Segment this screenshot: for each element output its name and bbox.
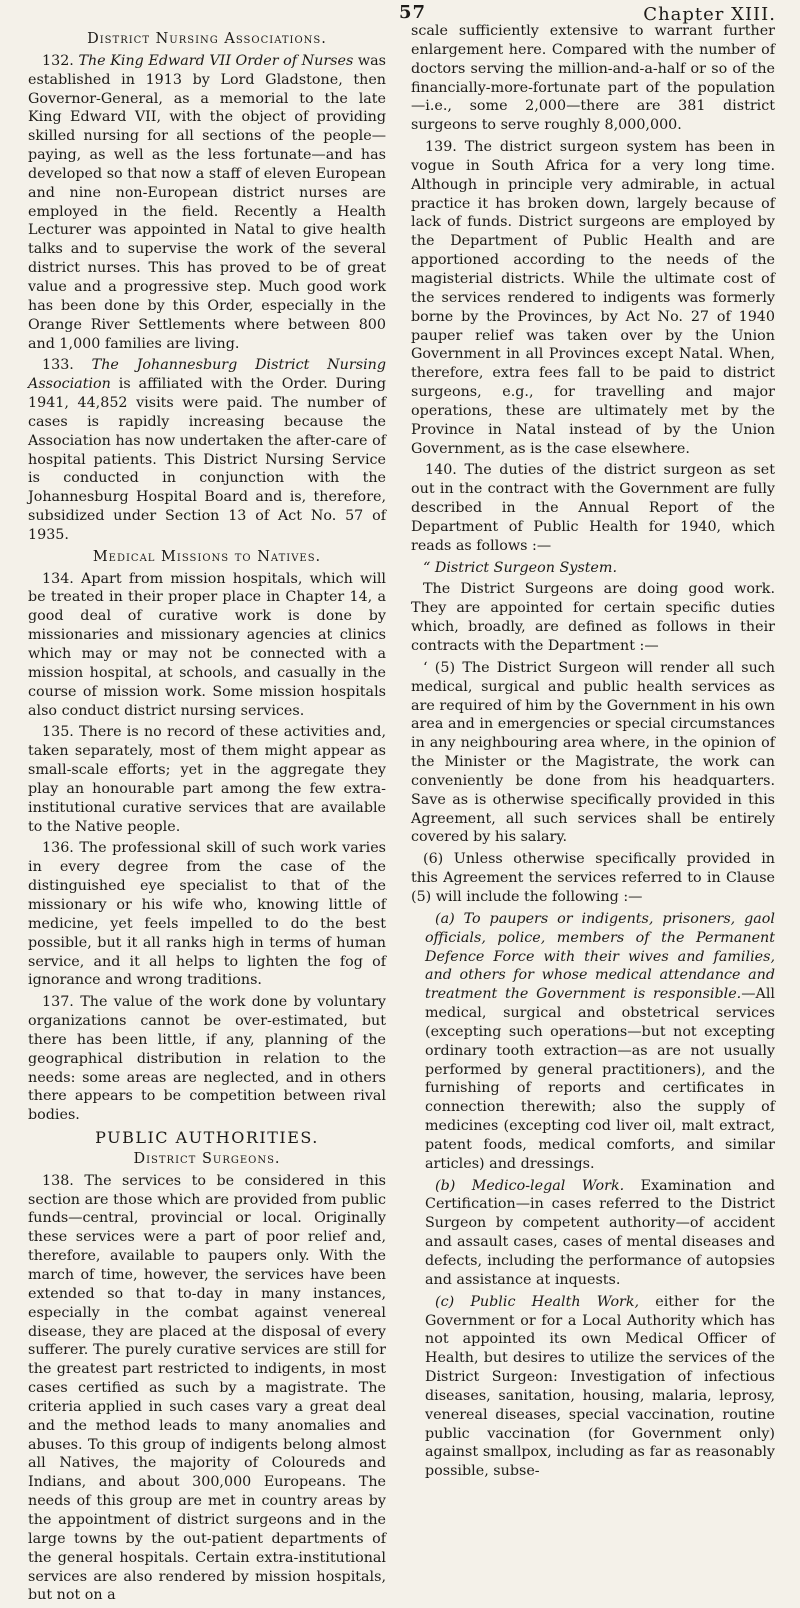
clause-6: (6) Unless otherwise specifically provided in this Agreement the services referred to in Clause (5) will include the following :— (411, 851, 775, 905)
clause-a: (a) To paupers or indigents, prisoners, gaol officials, police, members of the Permanent Defence Force with their wives and families, and others for whose medical attendance and treatment the Government is responsible.—All medical, surgical and obstetrical services (excepting such operations—but not excepting ordinary tooth extraction—as are not usually performed by general practitioners), and the furnishing of reports and certificates in connection therewith; also the supply of medicines (excepting cod liver oil, malt extract, patent foods, medical comforts, and similar articles) and dressings. (425, 910, 775, 1172)
section-heading-district-surgeons: District Surgeons. (133, 1150, 281, 1167)
section-heading-district-nursing: District Nursing Associations. (87, 31, 327, 47)
page-number: 57 (399, 2, 427, 23)
quote-intro: The District Surgeons are doing good work. They are appointed for certain specific duties which, broadly, are defined as follows in their contracts with the Department :— (411, 581, 775, 654)
paragraph-133: 133. The Johannesburg District Nursing Association is affiliated with the Order. During 1941, 44,852 visits were paid. The number of cases is rapidly increasing because the Association has now undertaken the after-care of hospital patients. This District Nursing Service is conducted in conjunction with the Johannesburg Hospital Board and is, therefore, subsidized under Section 13 of Act No. 57 of 1935. (28, 357, 386, 543)
section-heading-medical-missions: Medical Missions to Natives. (92, 548, 322, 565)
quoted-report (411, 559, 775, 1482)
paragraph-138: 138. The services to be considered in this section are those which are provided from public funds—central, provincial or local. Originally these services were a part of poor relief and, therefore, available to paupers only. With the march of time, however, the services have been extended so that to-day in many instances, especially in the combat against venereal disease, they are placed at the disposal of every sufferer. The purely curative services are still for the greatest part restricted to indigents, in most cases certified as such by a magistrate. The criteria applied in such cases vary a great deal and the method leads to many anomalies and abuses. To this group of indigents belong almost all Natives, the majority of Coloureds and Indians, and about 300,000 Europeans. The needs of this group are met in country areas by the appointment of district surgeons and in the large towns by the out-patient departments of the general hospitals. Certain extra-institutional services are also rendered by mission hospitals, but not on a (28, 1172, 386, 1604)
section-heading-public-authorities: PUBLIC AUTHORITIES. (95, 1128, 319, 1148)
paragraph-139: 139. The district surgeon system has been in vogue in South Africa for a very long time. Although in principle very admirable, in actual practice it has broken down, largely because of lack of funds. District surgeons are employed by the Department of Public Health and are apportioned according to the needs of the magisterial districts. While the ultimate cost of the services rendered to indigents was formerly borne by the Provinces, by Act No. 27 of 1940 pauper relief was taken over by the Union Government in all Provinces except Natal. When, therefore, extra fees fall to be paid to district surgeons, e.g., for travelling and major operations, these are ultimately met by the Province in Natal instead of by the Union Government, as is the case elsewhere. (411, 139, 775, 457)
right-column (411, 22, 775, 1484)
paragraph-134: 134. Apart from mission hospitals, which will be treated in their proper place in Chapter 14, a good deal of curative work is done by missionaries and missionary agencies at clinics which may or may not be connected with a mission hospital, at schools, and casually in the course of mission work. Some mission hospitals also conduct district nursing services. (28, 570, 386, 719)
paragraph-132: 132. The King Edward VII Order of Nurses was established in 1913 by Lord Gladstone, then Governor-General, as a memorial to the late King Edward VII, with the object of providing skilled nursing for all sections of the people—paying, as well as the less fortunate—and has developed so that now a staff of eleven European and nine non-European district nurses are employed in the field. Recently a Health Lecturer was appointed in Natal to give health talks and to supervise the work of the several district nurses. This has proved to be of great value and a progressive step. Much good work has been done by this Order, especially in the Orange River Settlements where between 800 and 1,000 families are living. (28, 52, 387, 352)
clause-5: ‘ (5) The District Surgeon will render all such medical, surgical and public health services as are required of him by the Government in his own area and in emergencies or special circumstances in any neighbouring area where, in the opinion of the Minister or the Magistrate, the work can conveniently be done from his headquarters. Save as is otherwise specifically provided in this Agreement, all such services shall be entirely covered by his salary. (411, 659, 775, 846)
paragraph-135: 135. There is no record of these activities and, taken separately, most of them might appear as small-scale efforts; yet in the aggregate they play an honourable part among the few extra-institutional curative services that are available to the Native people. (28, 724, 386, 835)
quote-title: “ District Surgeon System. (423, 559, 617, 576)
paragraph-140: 140. The duties of the district surgeon as set out in the contract with the Government are fully described in the Annual Report of the Department of Public Health for 1940, which reads as follows :— (411, 462, 775, 554)
clause-c: (c) Public Health Work, either for the Government or for a Local Authority which has not appointed its own Medical Officer of Health, but desires to utilize the services of the District Surgeon: Investigation of infectious diseases, sanitation, housing, malaria, leprosy, venereal diseases, special vaccination, routine public vaccination (for Government only) against smallpox, including as far as reasonably possible, subse- (425, 1293, 775, 1480)
left-column (28, 28, 386, 1608)
paragraph-continued: scale sufficiently extensive to warrant further enlargement here. Compared with the number of doctors serving the million-and-a-half or so of the financially-more-fortunate part of the population—i.e., some 2,000—there are 381 district surgeons to serve roughly 8,000,000. (411, 23, 775, 134)
paragraph-137: 137. The value of the work done by voluntary organizations cannot be over-estimated, but there has been little, if any, planning of the geographical distribution in relation to the needs: some areas are neglected, and in others there appears to be competition between rival bodies. (28, 994, 386, 1124)
chapter-header: Chapter XIII. (643, 4, 776, 25)
clause-b: (b) Medico-legal Work. Examination and Certification—in cases referred to the District Surgeon by competent authority—of accident and assault cases, cases of mental diseases and defects, including the performance of autopsies and assistance at inquests. (425, 1177, 776, 1288)
paragraph-136: 136. The professional skill of such work varies in every degree from the case of the distinguished eye specialist to that of the missionary or his wife who, knowing little of medicine, yet feels impelled to do the best possible, but it all ranks high in terms of human service, and it all helps to lighten the fog of ignorance and wrong traditions. (28, 840, 386, 989)
